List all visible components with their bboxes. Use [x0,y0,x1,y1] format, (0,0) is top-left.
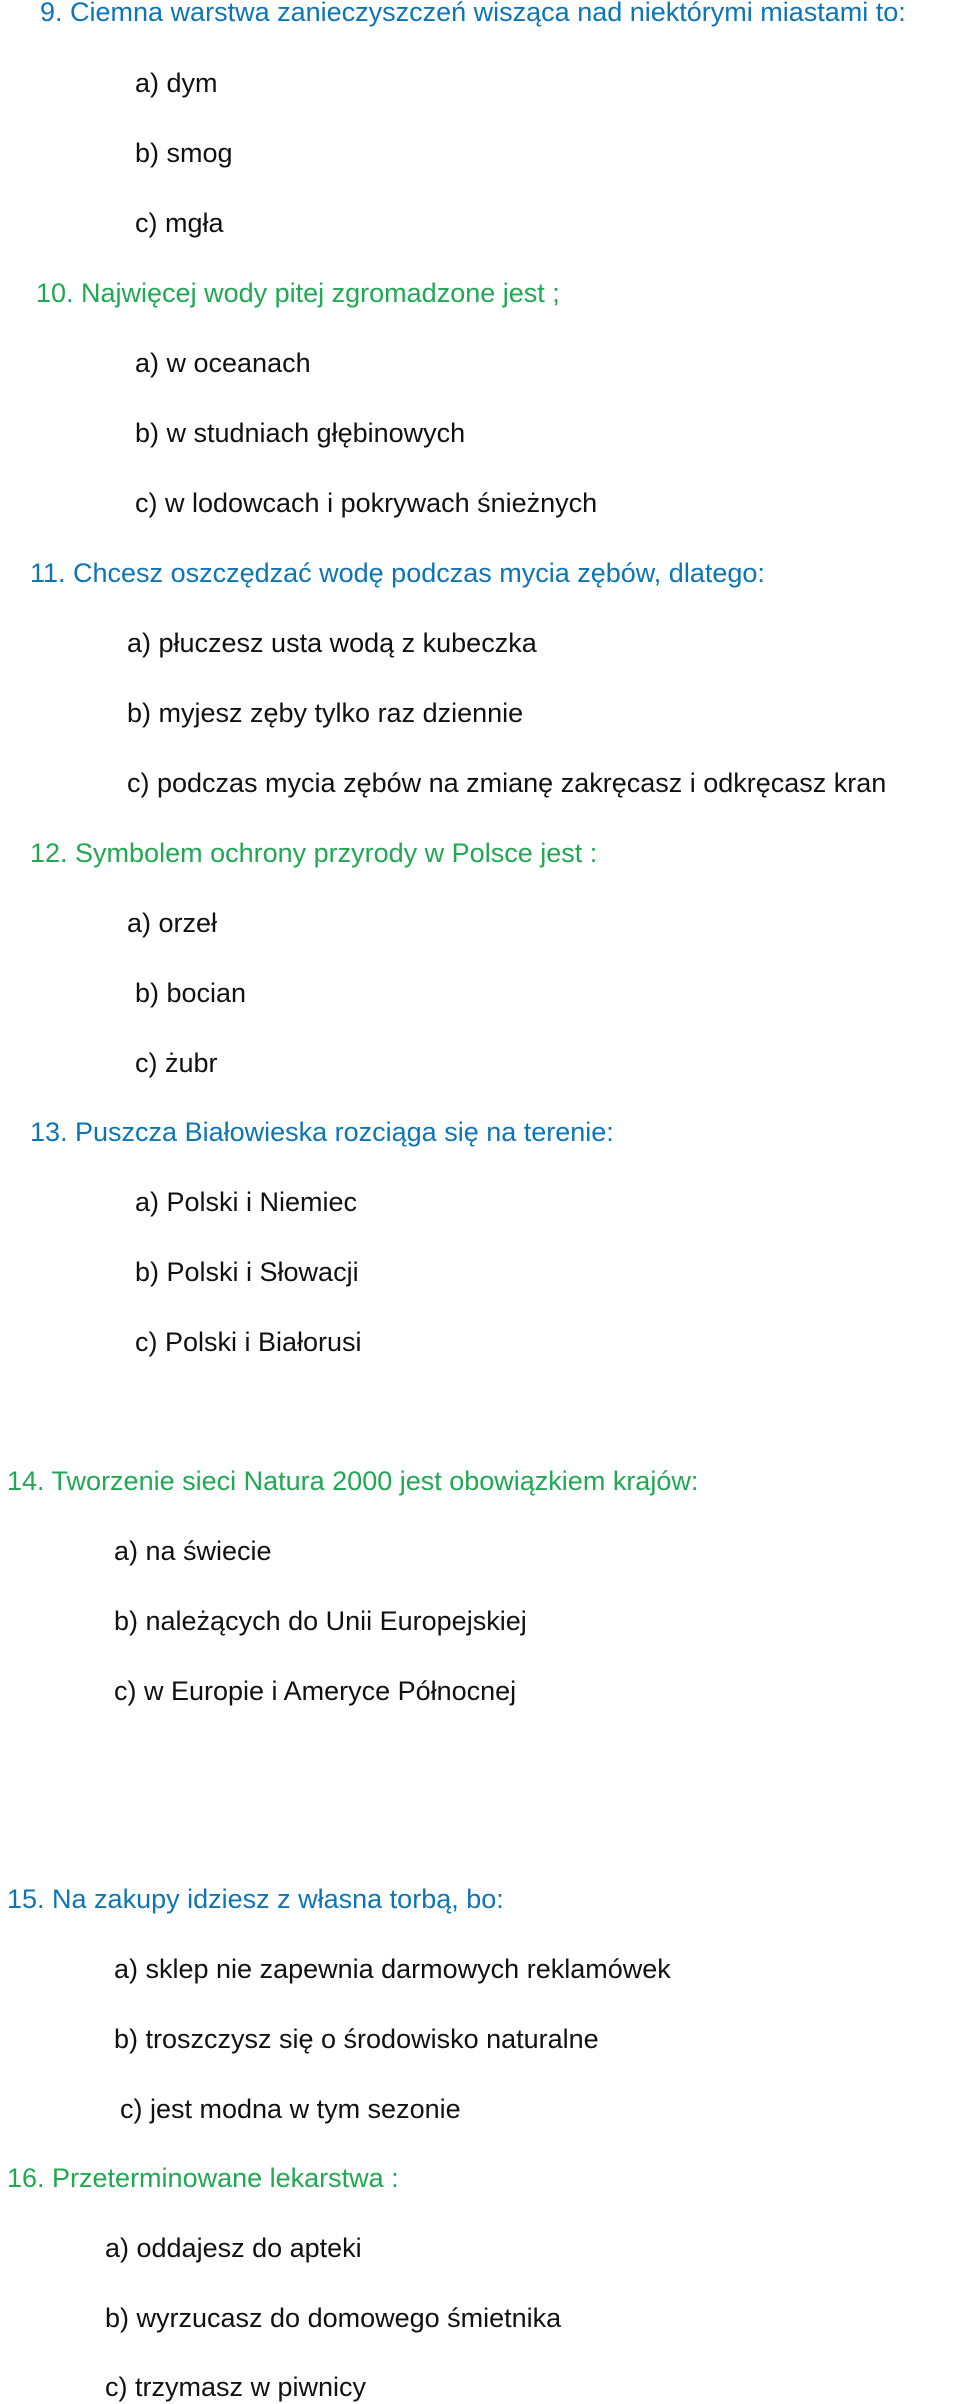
question-16: 16. Przeterminowane lekarstwa : [7,2163,399,2193]
question-13-option-c: c) Polski i Białorusi [135,1327,362,1357]
question-16-option-a: a) oddajesz do apteki [105,2233,362,2263]
question-15-option-b: b) troszczysz się o środowisko naturalne [114,2024,599,2054]
question-15-option-a: a) sklep nie zapewnia darmowych reklamówek [114,1954,671,1984]
question-15-option-c: c) jest modna w tym sezonie [120,2094,461,2124]
question-9: 9. Ciemna warstwa zanieczyszczeń wisząca nad niektórymi miastami to: [40,0,906,27]
question-14-option-a: a) na świecie [114,1536,272,1566]
question-16-option-c: c) trzymasz w piwnicy [105,2372,367,2402]
question-12-option-b: b) bocian [135,978,247,1008]
question-13: 13. Puszcza Białowieska rozciąga się na terenie: [30,1117,614,1147]
question-11-option-c: c) podczas mycia zębów na zmianę zakręcasz i odkręcasz kran [127,768,887,798]
question-14-option-c: c) w Europie i Ameryce Północnej [114,1676,517,1706]
question-11-option-a: a) płuczesz usta wodą z kubeczka [127,628,537,658]
question-9-option-b: b) smog [135,138,233,168]
question-10: 10. Najwięcej wody pitej zgromadzone jest ; [36,278,560,308]
question-12: 12. Symbolem ochrony przyrody w Polsce jest : [30,838,598,868]
question-11-option-b: b) myjesz zęby tylko raz dziennie [127,698,524,728]
question-11: 11. Chcesz oszczędzać wodę podczas mycia zębów, dlatego: [30,558,765,588]
question-13-option-b: b) Polski i Słowacji [135,1257,359,1287]
question-10-option-c: c) w lodowcach i pokrywach śnieżnych [135,488,598,518]
question-14: 14. Tworzenie sieci Natura 2000 jest obowiązkiem krajów: [7,1466,699,1496]
question-16-option-b: b) wyrzucasz do domowego śmietnika [105,2303,562,2333]
question-9-option-c: c) mgła [135,208,224,238]
question-12-option-a: a) orzeł [127,908,218,938]
question-15: 15. Na zakupy idziesz z własna torbą, bo: [7,1884,504,1914]
question-9-option-a: a) dym [135,68,218,98]
question-12-option-c: c) żubr [135,1048,218,1078]
question-10-option-b: b) w studniach głębinowych [135,418,466,448]
question-13-option-a: a) Polski i Niemiec [135,1187,358,1217]
question-10-option-a: a) w oceanach [135,348,311,378]
question-14-option-b: b) należących do Unii Europejskiej [114,1606,527,1636]
